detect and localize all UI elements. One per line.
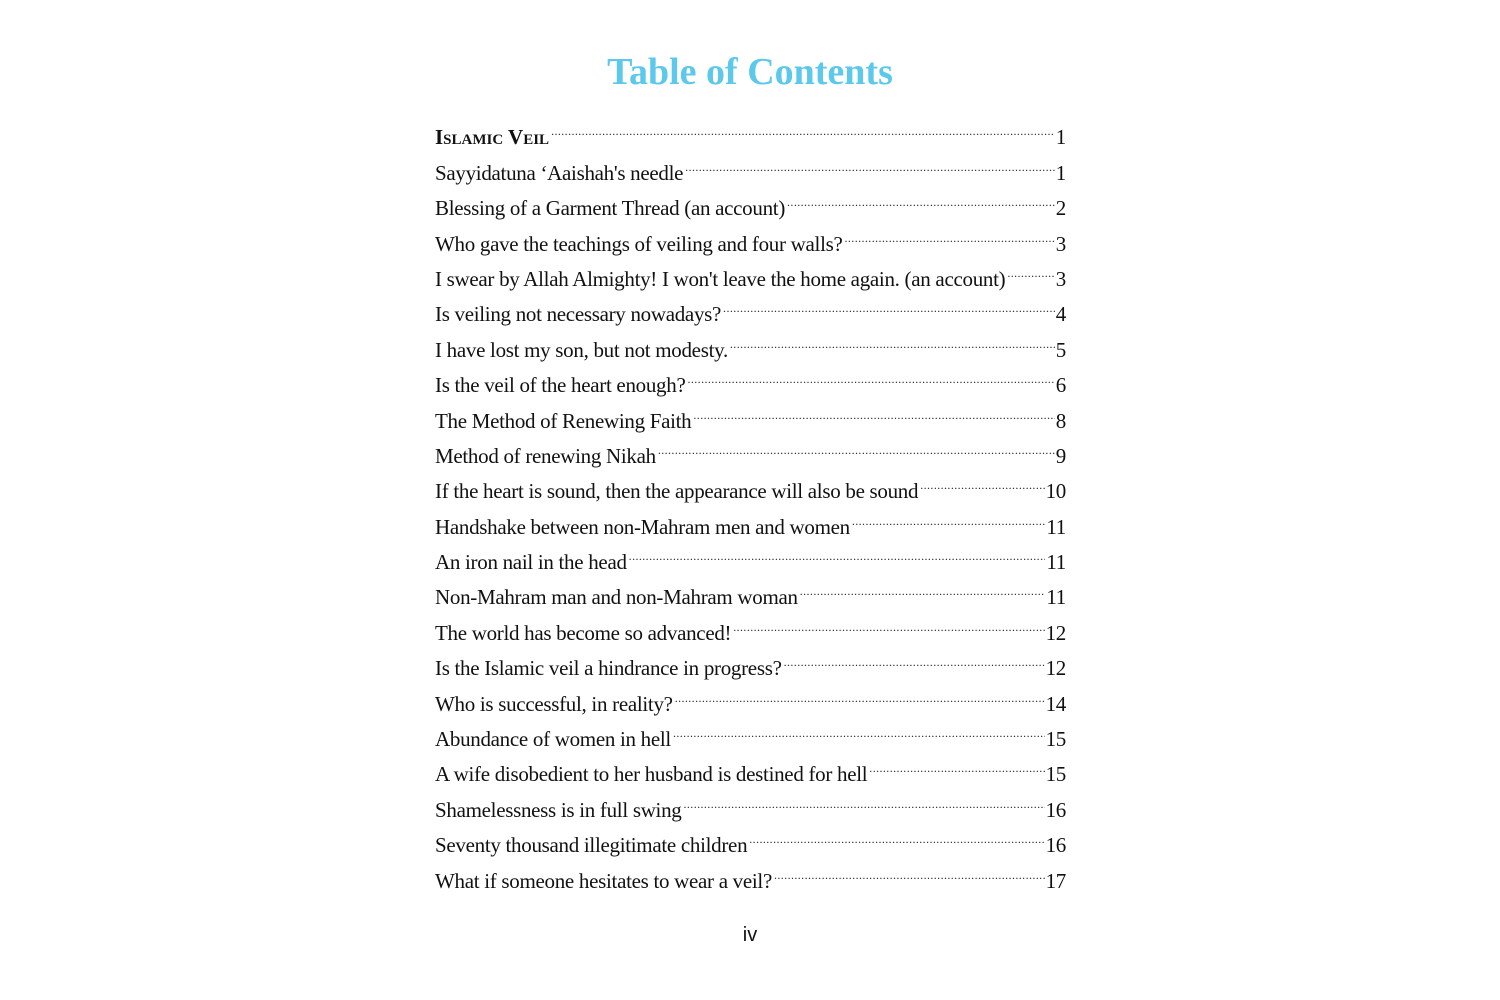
dot-leader bbox=[675, 675, 1045, 710]
toc-entry-page-number: 16 bbox=[1045, 833, 1066, 858]
dot-leader bbox=[685, 144, 1055, 179]
dot-leader bbox=[658, 428, 1055, 463]
toc-entry-page-number: 5 bbox=[1055, 337, 1066, 362]
dot-leader bbox=[1007, 251, 1054, 286]
toc-entry-page-number: 15 bbox=[1045, 762, 1066, 787]
toc-entry-page-number: 4 bbox=[1055, 302, 1066, 327]
toc-entry-label: What if someone hesitates to wear a veil? bbox=[435, 868, 772, 893]
toc-entry-page-number: 11 bbox=[1046, 585, 1066, 610]
dot-leader bbox=[687, 357, 1054, 392]
toc-entry-label: Sayyidatuna ‘Aaishah's needle bbox=[435, 160, 684, 185]
toc-entry-page-number: 3 bbox=[1055, 266, 1066, 291]
toc-entry-label: Who gave the teachings of veiling and four walls? bbox=[435, 231, 843, 256]
dot-leader bbox=[730, 321, 1055, 356]
toc-entry-page-number: 16 bbox=[1045, 797, 1066, 822]
toc-entry-page-number: 10 bbox=[1045, 479, 1066, 504]
page-title: Table of Contents bbox=[607, 51, 893, 93]
dot-leader bbox=[784, 640, 1045, 675]
toc-entry-label: A wife disobedient to her husband is destined for hell bbox=[435, 762, 868, 787]
toc-entry-page-number: 1 bbox=[1055, 125, 1066, 150]
toc-list bbox=[435, 109, 1066, 893]
toc-entry-page-number: 11 bbox=[1046, 550, 1066, 575]
toc-entry-label: An iron nail in the head bbox=[435, 550, 627, 575]
dot-leader bbox=[629, 534, 1046, 569]
toc-entry-page-number: 15 bbox=[1045, 727, 1066, 752]
dot-leader bbox=[684, 781, 1045, 816]
toc-entry-page-number: 8 bbox=[1055, 408, 1066, 433]
toc-entry-page-number: 1 bbox=[1055, 160, 1066, 185]
toc-entry-page-number: 9 bbox=[1055, 443, 1066, 468]
dot-leader bbox=[723, 286, 1055, 321]
toc-entry-page-number: 12 bbox=[1045, 620, 1066, 645]
toc-entry-label: Method of renewing Nikah bbox=[435, 443, 656, 468]
dot-leader bbox=[920, 463, 1044, 498]
toc-entry-page-number: 6 bbox=[1055, 373, 1066, 398]
toc-entry-page-number: 11 bbox=[1046, 514, 1066, 539]
dot-leader bbox=[852, 498, 1046, 533]
dot-leader bbox=[845, 215, 1055, 250]
toc-entry-label: Handshake between non-Mahram men and women bbox=[435, 514, 850, 539]
toc-entry-page-number: 12 bbox=[1045, 656, 1066, 681]
dot-leader bbox=[693, 392, 1054, 427]
toc-entry-label: Abundance of women in hell bbox=[435, 727, 671, 752]
dot-leader bbox=[774, 852, 1045, 887]
toc-entry-label: Who is successful, in reality? bbox=[435, 691, 673, 716]
toc-entry-label: Seventy thousand illegitimate children bbox=[435, 833, 748, 858]
toc-entry-label: Blessing of a Garment Thread (an account) bbox=[435, 196, 786, 221]
dot-leader bbox=[869, 746, 1044, 781]
toc-entry-label: The Method of Renewing Faith bbox=[435, 408, 692, 433]
toc-entry-label: Shamelessness is in full swing bbox=[435, 797, 682, 822]
toc-entry-page-number: 17 bbox=[1045, 868, 1066, 893]
toc-entry-label: If the heart is sound, then the appearance will also be sound bbox=[435, 479, 919, 504]
page-number: iv bbox=[742, 924, 758, 946]
dot-leader bbox=[800, 569, 1046, 604]
toc-entry-label: I swear by Allah Almighty! I won't leave the home again. (an account) bbox=[435, 266, 1006, 291]
dot-leader bbox=[749, 817, 1044, 852]
toc-entry-label: Is the Islamic veil a hindrance in progress? bbox=[435, 656, 782, 681]
dot-leader bbox=[673, 711, 1045, 746]
dot-leader bbox=[551, 109, 1055, 144]
toc-entry-page-number: 14 bbox=[1045, 691, 1066, 716]
toc-entry[interactable] bbox=[435, 109, 1066, 150]
toc-entry-label: I have lost my son, but not modesty. bbox=[435, 337, 728, 362]
dot-leader bbox=[733, 604, 1044, 639]
toc-entry-label: Is the veil of the heart enough? bbox=[435, 373, 686, 398]
toc-entry-page-number: 3 bbox=[1055, 231, 1066, 256]
toc-entry-label: Non-Mahram man and non-Mahram woman bbox=[435, 585, 798, 610]
toc-entry-label: Islamic Veil bbox=[435, 125, 550, 150]
dot-leader bbox=[787, 180, 1055, 215]
toc-entry-page-number: 2 bbox=[1055, 196, 1066, 221]
toc-entry-label: Is veiling not necessary nowadays? bbox=[435, 302, 722, 327]
toc-entry-label: The world has become so advanced! bbox=[435, 620, 732, 645]
